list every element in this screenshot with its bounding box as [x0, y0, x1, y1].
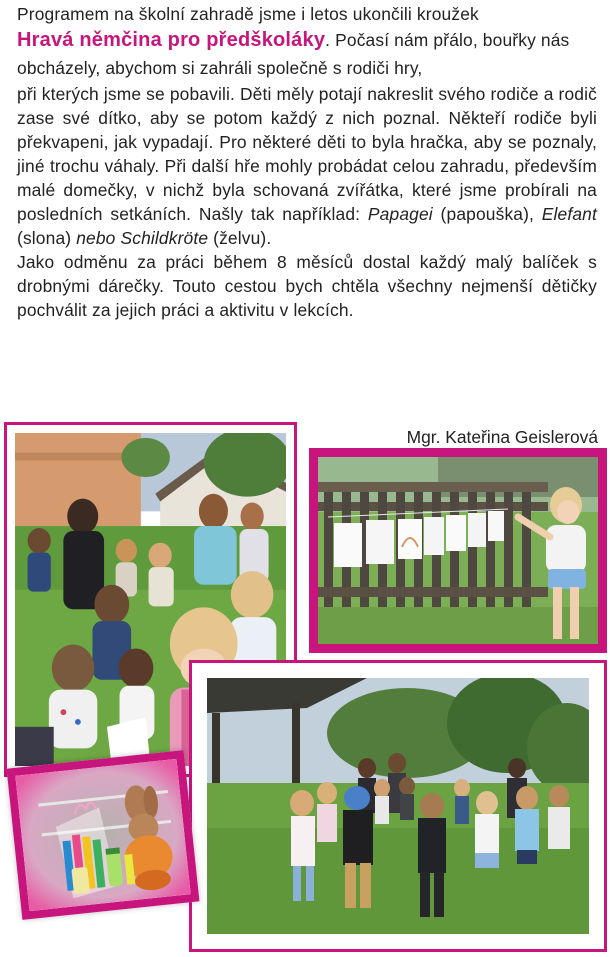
paragraph-games	[17, 82, 597, 250]
word-elefant-translation: (slona)	[17, 228, 77, 248]
drawings-photo-image	[318, 457, 598, 644]
word-elefant: Elefant	[541, 204, 597, 224]
intro-line: Programem na školní zahradě jsme i letos ukončili kroužek	[17, 4, 479, 24]
circle-photo-image	[207, 678, 589, 934]
photo-gift-packages	[7, 750, 200, 920]
paragraph-games-text: při kterých jsme se pobavili. Děti měly potají nakreslit svého rodiče a rodič zase své dítko, aby se potom každý z nich poznal. Někteří rodiče byli překvapeni, jak vypadají. Pro některé děti to byla hračka, aby se poznaly, jiné trochu váhaly. Při další hře mohly probádat celou zahradu, především malé domečky, v nichž byla schovaná zvířátka, které jsme probírali na posledních setkáních. Našly tak například:	[17, 84, 597, 224]
gifts-photo-image	[15, 759, 190, 911]
word-schildkroete-translation: (želvu).	[208, 228, 272, 248]
photo-drawings-fence	[309, 448, 607, 653]
course-title: Hravá němčina pro předškoláky	[17, 29, 326, 51]
title-line	[17, 26, 597, 82]
word-schildkroete: nebo Schildkröte	[76, 228, 209, 248]
article-text	[17, 2, 597, 322]
word-papagei: Papagei	[367, 204, 433, 224]
paragraph-reward: Jako odměnu za práci během 8 měsíců dostal každý malý balíček s drobnými dárečky. Touto cestou bych chtěla všechny nejmenší dětičky pochválit za jejich práci a aktivitu v lekcích.	[17, 252, 597, 320]
author-signature: Mgr. Kateřina Geislerová	[406, 427, 598, 447]
word-papagei-translation: (papouška),	[432, 204, 542, 224]
photo-circle-game	[189, 660, 607, 952]
intro-continuation: . Počasí nám přálo, bouřky nás obcházely, abychom si zahráli společně s rodiči hry,	[17, 30, 570, 78]
